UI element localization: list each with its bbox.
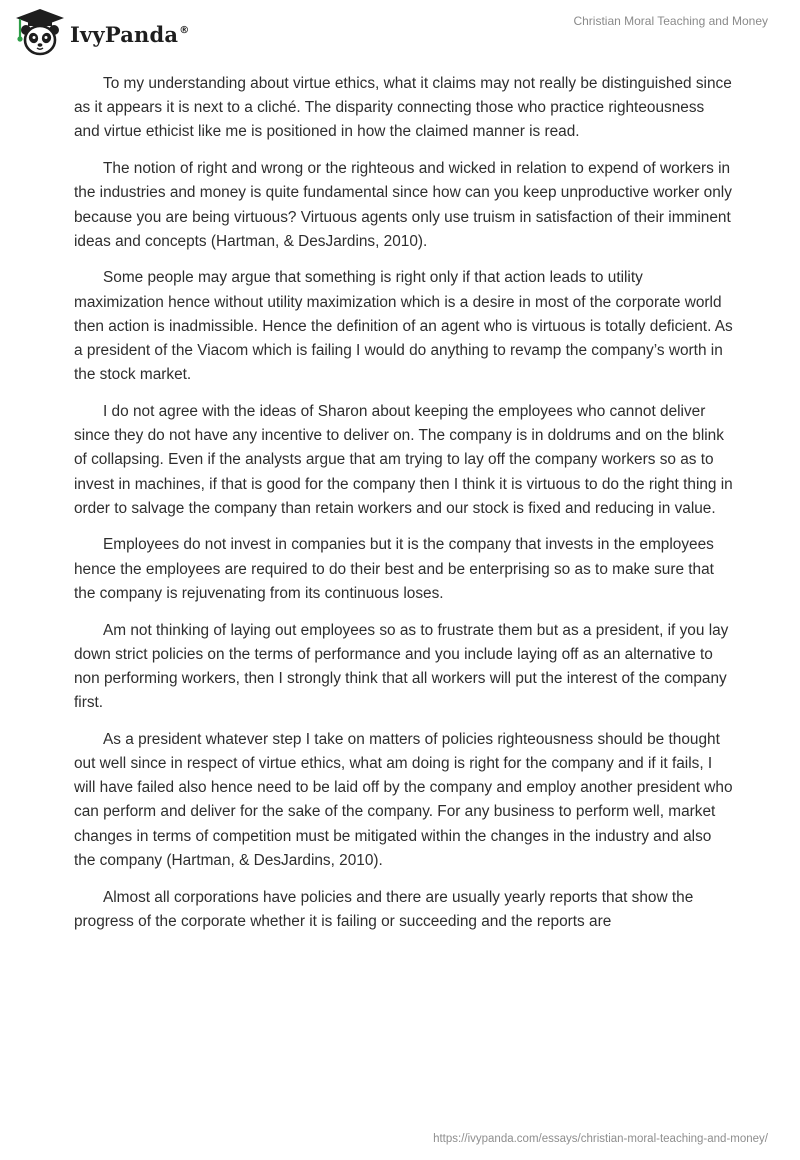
paragraph: Almost all corporations have policies and there are usually yearly reports that show the progress of the corporate whether it is failing or succeeding and the reports are	[74, 888, 694, 930]
paragraph: As a president whatever step I take on matters of policies righteousness should be thought out well since in respect of virtue ethics, what am doing is right for the company and if it fails, I will have failed also hence need to be laid off by the company and employ another president who can perform and deliver for the sake of the company. For any business to perform well, market changes in terms of competition must be mitigated within the changes in the industry and also the company (Hartman, & DesJardins, 2010).	[74, 730, 733, 869]
panda-graduate-icon	[14, 8, 66, 58]
page-header	[0, 0, 800, 70]
brand-name: IvyPanda®	[70, 21, 190, 47]
paragraph: Some people may argue that something is right only if that action leads to utility maximization hence without utility maximization which is a desire in most of the corporate world then action is inadmissible. Hence the definition of an agent who is virtuous is totally deficient. As a president of the Viacom which is failing I would do anything to revamp the company’s worth in the stock market.	[74, 269, 733, 384]
paragraph: Employees do not invest in companies but it is the company that invests in the employees hence the employees are required to do their best and be enterprising so as to make sure that the company is rejuvenating from its continuous loses.	[74, 536, 714, 602]
paragraph: Am not thinking of laying out employees so as to frustrate them but as a president, if you lay down strict policies on the terms of performance and you include laying off as an alternative to non performing workers, then I strongly think that all workers will put the interest of the company first.	[74, 621, 729, 712]
paragraph: To my understanding about virtue ethics, what it claims may not really be distinguished since as it appears it is next to a cliché. The disparity connecting those who practice righteousness and virtue ethicist like me is positioned in how the claimed manner is read.	[74, 75, 732, 141]
essay-body	[74, 72, 734, 947]
brand-logo[interactable]	[14, 8, 189, 58]
source-url-link[interactable]: https://ivypanda.com/essays/christian-moral-teaching-and-money/	[433, 1133, 768, 1145]
paragraph: The notion of right and wrong or the righteous and wicked in relation to expend of workers in the industries and money is quite fundamental since how can you keep unproductive worker only because you are being virtuous? Virtuous agents only use truism in satisfaction of their imminent ideas and concepts (Hartman, & DesJardins, 2010).	[74, 160, 732, 250]
document-title: Christian Moral Teaching and Money	[573, 14, 768, 28]
registered-mark: ®	[179, 24, 190, 36]
paragraph: I do not agree with the ideas of Sharon about keeping the employees who cannot deliver since they do not have any incentive to deliver on. The company is in doldrums and on the blink of collapsing. Even if the analysts argue that am trying to lay off the company workers so as to invest in machines, if that is good for the company then I think it is virtuous to do the right thing in order to salvage the company than retain workers and our stock is fixed and reducing in value.	[74, 402, 733, 517]
